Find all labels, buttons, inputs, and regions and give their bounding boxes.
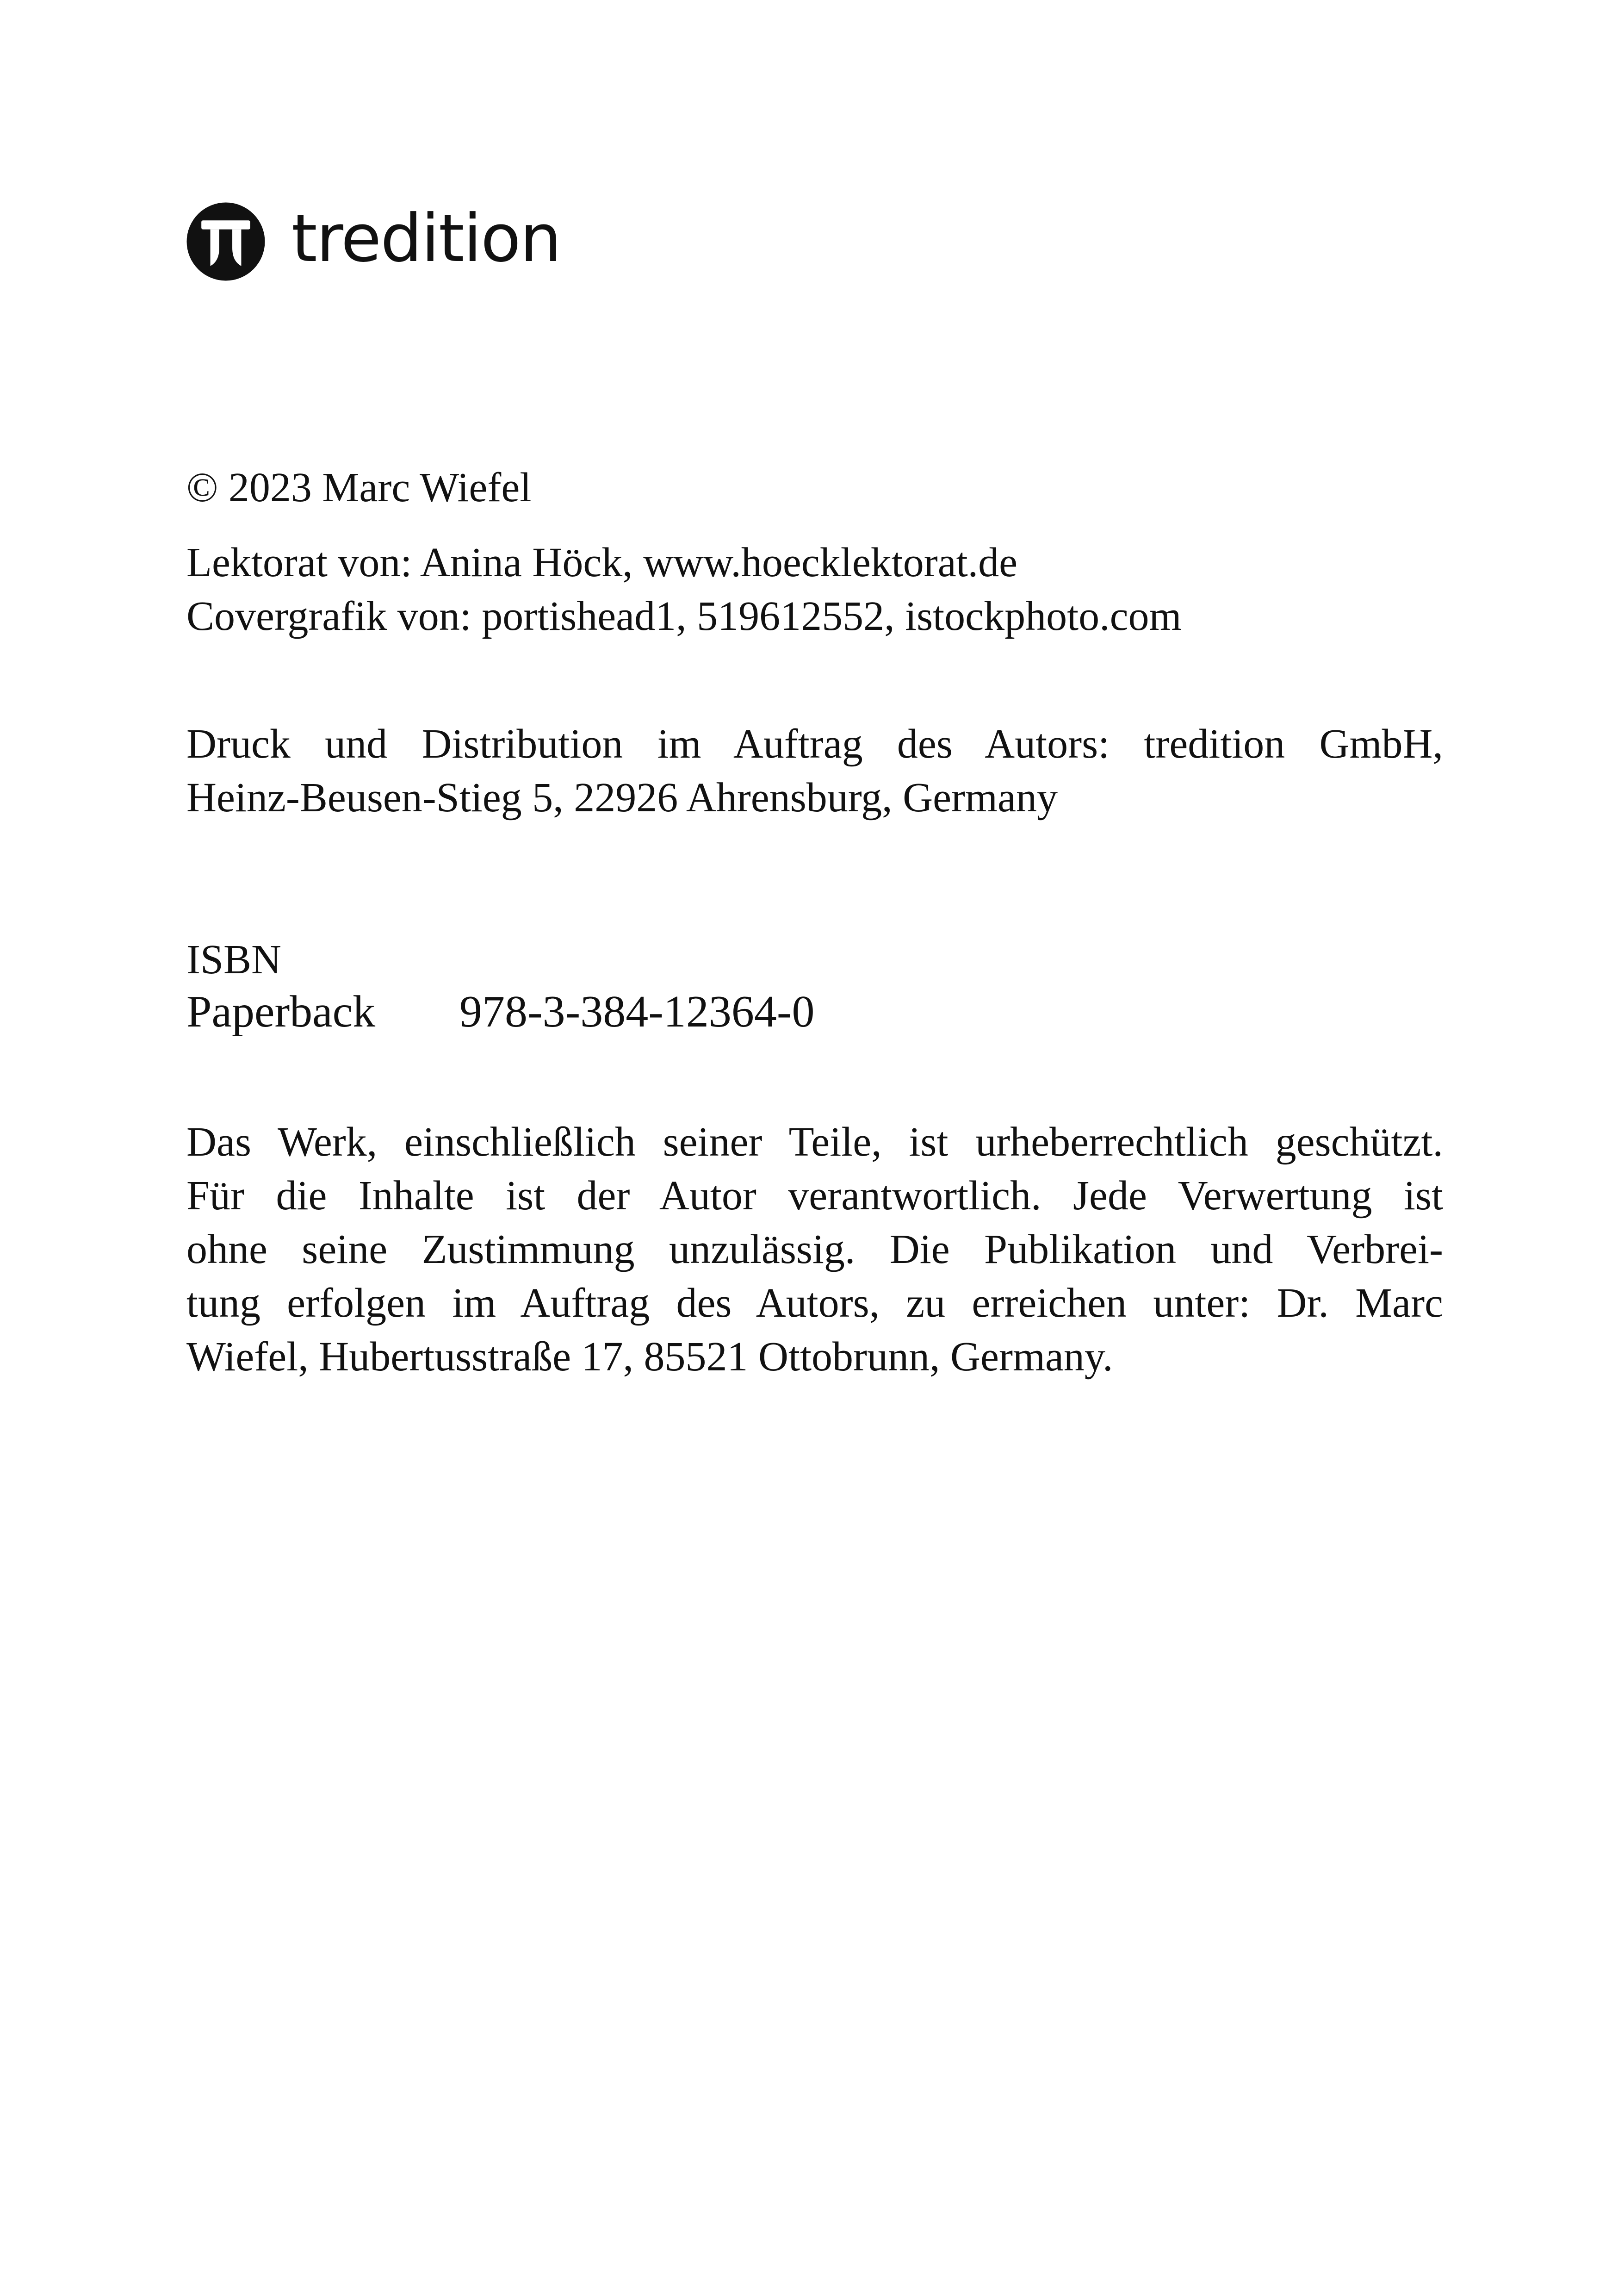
printing-address-line: Heinz-Beusen-Stieg 5, 22926 Ahrensburg, Germany — [186, 775, 1058, 821]
legal-line: Wiefel, Hubertusstraße 17, 85521 Ottobrunn, Germany. — [186, 1334, 1113, 1380]
copyright-line: © 2023 Marc Wiefel — [186, 465, 532, 510]
legal-notice — [186, 1115, 1443, 1384]
publisher-logo — [185, 200, 561, 283]
printing-distribution-block — [186, 717, 1443, 825]
isbn-heading — [186, 933, 1443, 987]
legal-line: ohne seine Zustimmung unzulässig. Die Publikation und Verbrei- — [186, 1226, 1443, 1272]
legal-line: Für die Inhalte ist der Autor verantwortlich. Jede Verwertung ist — [186, 1173, 1443, 1219]
isbn-label: ISBN — [186, 937, 282, 983]
editing-credit: Lektorat von: Anina Höck, www.hoecklektorat.de — [186, 540, 1018, 585]
printing-line: Druck und Distribution im Auftrag des Autors: tredition GmbH, — [186, 721, 1443, 767]
legal-line: Das Werk, einschließlich seiner Teile, ist urheberrechtlich geschützt. — [186, 1119, 1443, 1165]
cover-credit: Covergrafik von: portishead1, 519612552, istockphoto.com — [186, 593, 1182, 639]
isbn-format: Paperback — [186, 987, 376, 1037]
isbn-number: 978-3-384-12364-0 — [459, 987, 815, 1037]
publisher-name: tredition — [291, 200, 561, 277]
tredition-t-icon — [185, 201, 267, 282]
credits-block — [186, 536, 1443, 643]
legal-line: tung erfolgen im Auftrag des Autors, zu erreichen unter: Dr. Marc — [186, 1280, 1443, 1326]
isbn-entry — [186, 983, 1443, 1040]
copyright-notice — [186, 461, 1443, 515]
